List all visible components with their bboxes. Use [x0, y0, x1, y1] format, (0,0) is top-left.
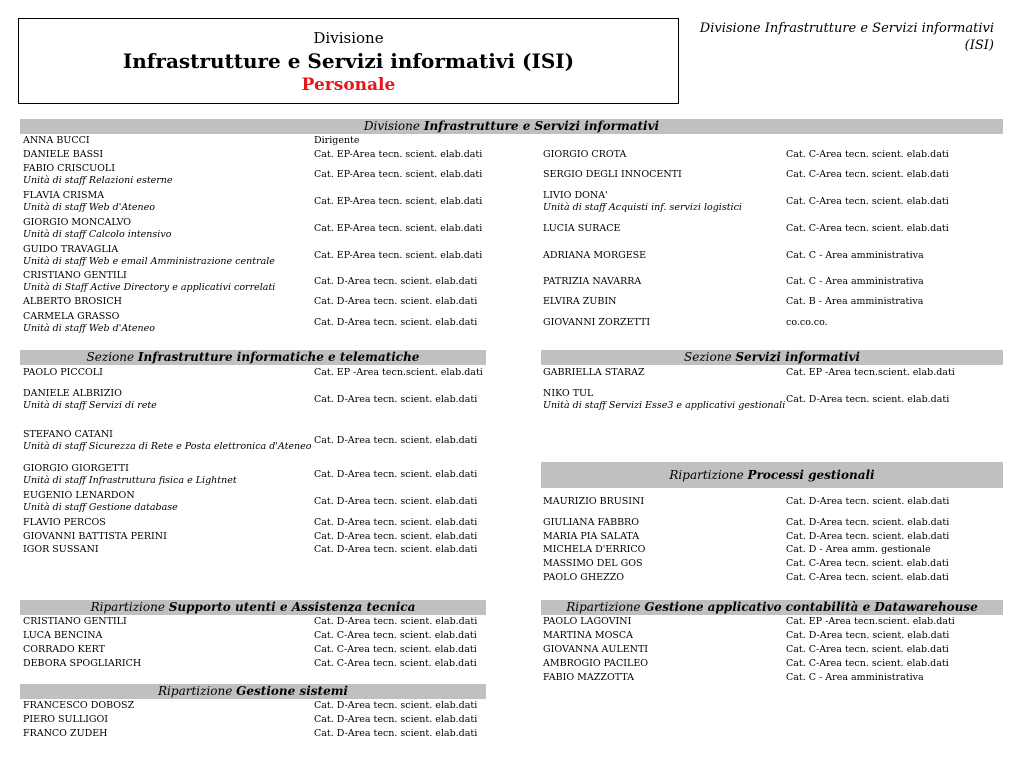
staff-line: Cat. EP-Area tecn. scient. elab.dati [314, 250, 483, 261]
staff-line: Cat. D-Area tecn. scient. elab.dati [314, 517, 478, 528]
infra-category [314, 435, 477, 447]
section-kind: Ripartizione [566, 600, 641, 614]
staff-line: Cat. D-Area tecn. scient. elab.dati [314, 496, 478, 507]
division-left-name [23, 270, 275, 294]
contabilita-category [786, 644, 949, 656]
staff-line: Cat. C-Area tecn. scient. elab.dati [314, 658, 477, 669]
processi-name [543, 558, 643, 570]
division-left-name [23, 190, 155, 214]
staff-line: ALBERTO BROSICH [23, 296, 122, 307]
division-left-category [314, 135, 360, 147]
processi-category [786, 544, 931, 556]
staff-line: NIKO TUL [543, 388, 594, 399]
staff-line: Cat. C-Area tecn. scient. elab.dati [786, 149, 949, 160]
staff-line: AMBROGIO PACILEO [543, 658, 649, 669]
staff-line: Cat. C - Area amministrativa [786, 276, 924, 287]
infra-category [314, 469, 477, 481]
division-left-name [23, 296, 122, 308]
division-right-category [786, 317, 828, 329]
division-left-category [314, 317, 477, 329]
staff-line: GUIDO TRAVAGLIA [23, 244, 119, 255]
infra-name [23, 490, 178, 514]
contabilita-name [543, 644, 648, 656]
staff-unit: Unità di staff Infrastruttura fisica e Lightnet [23, 475, 237, 486]
section-header [541, 350, 1003, 365]
staff-line: Cat. C-Area tecn. scient. elab.dati [786, 572, 949, 583]
infra-category [314, 531, 477, 543]
supporto-name [23, 644, 105, 656]
staff-line: Cat. D-Area tecn. scient. elab.dati [786, 630, 950, 641]
sistemi-name [23, 700, 134, 712]
staff-line: Cat. EP -Area tecn.scient. elab.dati [314, 367, 483, 378]
section-kind: Ripartizione [158, 684, 233, 698]
division-right-name [543, 317, 650, 329]
servizi-name [543, 367, 645, 379]
infra-name [23, 388, 157, 412]
section-header [541, 600, 1003, 615]
staff-line: STEFANO CATANI [23, 429, 113, 440]
staff-line: LUCIA SURACE [543, 223, 621, 234]
staff-unit: Unità di staff Calcolo intensivo [23, 229, 172, 240]
processi-name [543, 496, 644, 508]
section-header [20, 119, 1003, 134]
supporto-category [314, 616, 477, 628]
section-header [20, 684, 486, 699]
division-right-name [543, 169, 682, 181]
staff-line: GIOVANNI BATTISTA PERINI [23, 531, 167, 542]
staff-unit: Unità di staff Servizi Esse3 e applicativi gestionali [543, 400, 786, 411]
staff-line: Cat. D-Area tecn. scient. elab.dati [786, 394, 950, 405]
infra-category [314, 367, 483, 379]
staff-line: CRISTIANO GENTILI [23, 270, 127, 281]
supporto-category [314, 658, 477, 670]
staff-line: CORRADO KERT [23, 644, 106, 655]
staff-line: Cat. EP -Area tecn.scient. elab.dati [786, 367, 955, 378]
staff-line: PAOLO PICCOLI [23, 367, 103, 378]
staff-line: PATRIZIA NAVARRA [543, 276, 642, 287]
division-right-category [786, 223, 949, 235]
staff-line: Cat. D-Area tecn. scient. elab.dati [314, 276, 478, 287]
division-left-category [314, 223, 482, 235]
staff-line: SERGIO DEGLI INNOCENTI [543, 169, 682, 180]
title-line-2: Infrastrutture e Servizi informativi (ISI) [122, 49, 575, 73]
staff-line: Cat. B - Area amministrativa [786, 296, 924, 307]
processi-name [543, 517, 639, 529]
staff-line: Cat. EP-Area tecn. scient. elab.dati [314, 223, 483, 234]
infra-name [23, 429, 312, 453]
staff-line: PAOLO LAGOVINI [543, 616, 632, 627]
staff-line: Cat. C-Area tecn. scient. elab.dati [786, 196, 949, 207]
staff-line: GIOVANNI ZORZETTI [543, 317, 651, 328]
staff-line: PIERO SULLIGOI [23, 714, 109, 725]
processi-category [786, 572, 949, 584]
staff-line: Cat. D-Area tecn. scient. elab.dati [786, 496, 950, 507]
section-name: Servizi informativi [735, 350, 860, 364]
division-left-name [23, 311, 155, 335]
staff-unit: Unità di staff Web d'Ateneo [23, 202, 155, 213]
staff-line: MARIA PIA SALATA [543, 531, 640, 542]
staff-unit: Unità di staff Servizi di rete [23, 400, 157, 411]
contabilita-category [786, 616, 955, 628]
division-right-name [543, 276, 641, 288]
staff-line: GIOVANNA AULENTI [543, 644, 649, 655]
staff-line: FABIO MAZZOTTA [543, 672, 634, 683]
staff-unit: Unità di staff Sicurezza di Rete e Posta elettronica d'Ateneo [23, 441, 312, 452]
servizi-category [786, 367, 955, 379]
staff-line: GIULIANA FABBRO [543, 517, 639, 528]
supporto-category [314, 644, 477, 656]
staff-unit: Unità di Staff Active Directory e applicativi correlati [23, 282, 276, 293]
section-kind: Ripartizione [669, 468, 744, 482]
division-left-category [314, 196, 482, 208]
staff-line: MICHELA D'ERRICO [543, 544, 646, 555]
title-line-1: Divisione [313, 29, 384, 47]
section-name: Infrastrutture e Servizi informativi [423, 119, 660, 133]
servizi-category [786, 394, 949, 406]
sistemi-name [23, 728, 107, 740]
staff-line: IGOR SUSSANI [23, 544, 99, 555]
processi-name [543, 572, 624, 584]
contabilita-category [786, 658, 949, 670]
corner-line-2: (ISI) [964, 38, 994, 53]
supporto-category [314, 630, 477, 642]
division-right-category [786, 169, 949, 181]
infra-category [314, 394, 477, 406]
sistemi-name [23, 714, 108, 726]
infra-category [314, 496, 477, 508]
corner-line-1: Divisione Infrastrutture e Servizi informativi [699, 21, 994, 36]
staff-line: Cat. D-Area tecn. scient. elab.dati [314, 317, 478, 328]
section-kind: Ripartizione [90, 600, 165, 614]
division-right-name [543, 296, 616, 308]
staff-line: Cat. D-Area tecn. scient. elab.dati [314, 714, 478, 725]
staff-line: Cat. C-Area tecn. scient. elab.dati [786, 658, 949, 669]
staff-line: Cat. C-Area tecn. scient. elab.dati [786, 169, 949, 180]
sistemi-category [314, 714, 477, 726]
staff-line: ANNA BUCCI [23, 135, 90, 146]
staff-line: GIORGIO MONCALVO [23, 217, 132, 228]
division-right-name [543, 250, 646, 262]
processi-name [543, 531, 639, 543]
division-right-name [543, 149, 626, 161]
supporto-name [23, 658, 141, 670]
infra-category [314, 517, 477, 529]
division-right-category [786, 149, 949, 161]
staff-line: Cat. D-Area tecn. scient. elab.dati [314, 435, 478, 446]
staff-unit: Unità di staff Acquisti inf. servizi logistici [543, 202, 742, 213]
staff-line: FRANCESCO DOBOSZ [23, 700, 135, 711]
division-right-category [786, 296, 923, 308]
staff-unit: Unità di staff Relazioni esterne [23, 175, 173, 186]
staff-line: Cat. D - Area amm. gestionale [786, 544, 931, 555]
staff-line: Cat. D-Area tecn. scient. elab.dati [786, 531, 950, 542]
staff-line: LIVIO DONA' [543, 190, 608, 201]
infra-name [23, 463, 237, 487]
staff-line: DEBORA SPOGLIARICH [23, 658, 142, 669]
section-kind: Sezione [86, 350, 135, 364]
staff-unit: Unità di staff Web d'Ateneo [23, 323, 155, 334]
staff-line: LUCA BENCINA [23, 630, 103, 641]
division-right-name [543, 223, 620, 235]
staff-line: Cat. D-Area tecn. scient. elab.dati [314, 728, 478, 739]
staff-line: Cat. C-Area tecn. scient. elab.dati [786, 558, 949, 569]
staff-line: Cat. D-Area tecn. scient. elab.dati [314, 469, 478, 480]
division-left-name [23, 217, 171, 241]
contabilita-name [543, 630, 633, 642]
contabilita-name [543, 616, 631, 628]
section-header [20, 350, 486, 365]
processi-category [786, 531, 949, 543]
division-left-name [23, 135, 90, 147]
staff-line: Cat. D-Area tecn. scient. elab.dati [314, 394, 478, 405]
infra-name [23, 531, 167, 543]
section-header [541, 462, 1003, 488]
supporto-name [23, 616, 127, 628]
processi-category [786, 496, 949, 508]
staff-line: Cat. D-Area tecn. scient. elab.dati [314, 544, 478, 555]
staff-line: Cat. C-Area tecn. scient. elab.dati [786, 644, 949, 655]
staff-line: Cat. EP-Area tecn. scient. elab.dati [314, 149, 483, 160]
staff-line: Cat. C-Area tecn. scient. elab.dati [314, 644, 477, 655]
division-left-category [314, 149, 482, 161]
infra-category [314, 544, 477, 556]
staff-line: Cat. D-Area tecn. scient. elab.dati [314, 700, 478, 711]
staff-line: MASSIMO DEL GOS [543, 558, 643, 569]
staff-unit: Unità di staff Web e email Amministrazione centrale [23, 256, 275, 267]
staff-line: FLAVIO PERCOS [23, 517, 106, 528]
section-header [20, 600, 486, 615]
staff-line: ADRIANA MORGESE [543, 250, 647, 261]
staff-line: Cat. EP-Area tecn. scient. elab.dati [314, 169, 483, 180]
staff-line: CRISTIANO GENTILI [23, 616, 127, 627]
sistemi-category [314, 728, 477, 740]
division-left-category [314, 250, 482, 262]
infra-name [23, 517, 106, 529]
title-box [18, 18, 679, 104]
division-left-name [23, 163, 173, 187]
title-line-3: Personale [301, 75, 396, 95]
processi-name [543, 544, 645, 556]
staff-line: EUGENIO LENARDON [23, 490, 135, 501]
section-name: Processi gestionali [747, 468, 875, 482]
staff-line: Cat. D-Area tecn. scient. elab.dati [314, 531, 478, 542]
staff-line: FRANCO ZUDEH [23, 728, 108, 739]
servizi-name [543, 388, 785, 412]
section-kind: Divisione [363, 119, 420, 133]
staff-line: ELVIRA ZUBIN [543, 296, 617, 307]
division-left-category [314, 169, 482, 181]
section-name: Gestione applicativo contabilità e Datawarehouse [644, 600, 978, 614]
section-name: Gestione sistemi [236, 684, 348, 698]
staff-line: Cat. D-Area tecn. scient. elab.dati [314, 616, 478, 627]
contabilita-category [786, 630, 949, 642]
contabilita-name [543, 672, 634, 684]
staff-line: Cat. EP -Area tecn.scient. elab.dati [786, 616, 955, 627]
section-kind: Sezione [684, 350, 732, 364]
contabilita-name [543, 658, 648, 670]
staff-line: DANIELE BASSI [23, 149, 104, 160]
division-right-category [786, 196, 949, 208]
staff-unit: Unità di staff Gestione database [23, 502, 178, 513]
staff-line: FABIO CRISCUOLI [23, 163, 115, 174]
supporto-name [23, 630, 102, 642]
staff-line: co.co.co. [786, 317, 828, 328]
staff-line: Dirigente [314, 135, 360, 146]
corner-title [694, 20, 994, 54]
staff-line: Cat. EP-Area tecn. scient. elab.dati [314, 196, 483, 207]
staff-line: GIORGIO GIORGETTI [23, 463, 129, 474]
section-name: Supporto utenti e Assistenza tecnica [168, 600, 416, 614]
staff-line: PAOLO GHEZZO [543, 572, 625, 583]
contabilita-category [786, 672, 924, 684]
staff-line: MAURIZIO BRUSINI [543, 496, 645, 507]
staff-line: GIORGIO CROTA [543, 149, 627, 160]
staff-line: Cat. D-Area tecn. scient. elab.dati [786, 517, 950, 528]
staff-line: Cat. D-Area tecn. scient. elab.dati [314, 296, 478, 307]
processi-category [786, 517, 949, 529]
infra-name [23, 544, 99, 556]
section-name: Infrastrutture informatiche e telematiche [137, 350, 420, 364]
sistemi-category [314, 700, 477, 712]
processi-category [786, 558, 949, 570]
staff-line: Cat. C - Area amministrativa [786, 250, 924, 261]
staff-line: GABRIELLA STARAZ [543, 367, 645, 378]
division-left-name [23, 149, 103, 161]
division-right-name [543, 190, 742, 214]
staff-line: Cat. C - Area amministrativa [786, 672, 924, 683]
division-left-category [314, 276, 477, 288]
staff-line: Cat. C-Area tecn. scient. elab.dati [786, 223, 949, 234]
division-right-category [786, 276, 924, 288]
staff-line: CARMELA GRASSO [23, 311, 120, 322]
division-right-category [786, 250, 924, 262]
staff-line: FLAVIA CRISMA [23, 190, 105, 201]
staff-line: DANIELE ALBRIZIO [23, 388, 122, 399]
infra-name [23, 367, 103, 379]
staff-line: Cat. C-Area tecn. scient. elab.dati [314, 630, 477, 641]
staff-line: MARTINA MOSCA [543, 630, 634, 641]
division-left-category [314, 296, 477, 308]
division-left-name [23, 244, 275, 268]
